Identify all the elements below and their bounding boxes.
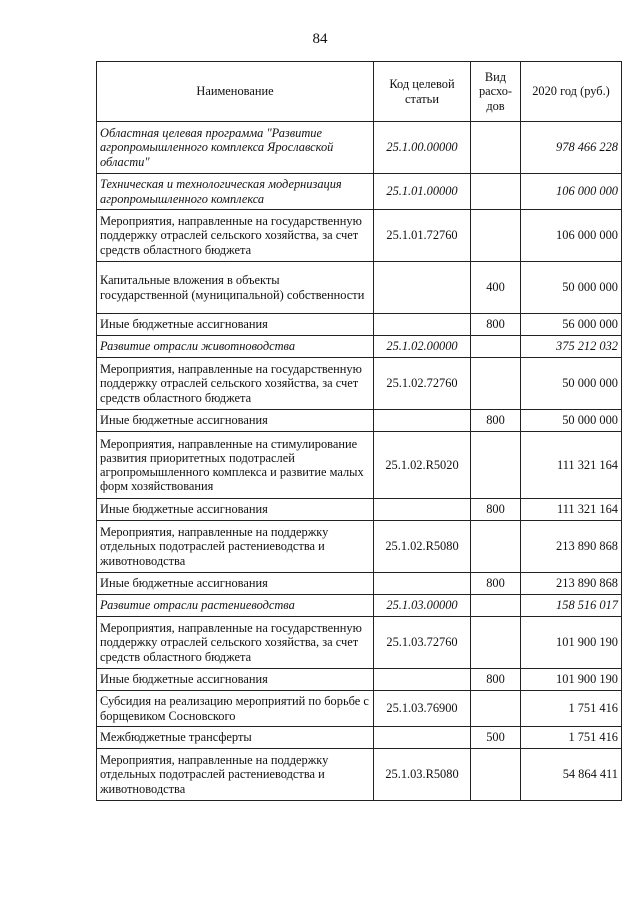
page-number: 84 (312, 31, 328, 47)
row-amount-cell: 101 900 190 (521, 617, 622, 669)
row-code-cell: 25.1.03.R5080 (374, 749, 471, 801)
table-row (97, 727, 622, 749)
table-row (97, 749, 622, 801)
table-row (97, 210, 622, 262)
table-row (97, 358, 622, 410)
row-amount-cell: 111 321 164 (521, 432, 622, 499)
row-amount-cell: 375 212 032 (521, 336, 622, 358)
row-kind-cell: 400 (471, 262, 521, 314)
row-amount-cell: 50 000 000 (521, 262, 622, 314)
budget-table (96, 61, 622, 801)
row-amount-cell: 1 751 416 (521, 727, 622, 749)
row-name-cell: Иные бюджетные ассигнования (97, 499, 374, 521)
table-row (97, 595, 622, 617)
table-row (97, 336, 622, 358)
row-kind-cell: 500 (471, 727, 521, 749)
row-kind-cell (471, 358, 521, 410)
row-name-cell: Мероприятия, направленные на государственную поддержку отраслей сельского хозяйства, за счет средств областного бюджета (97, 210, 374, 262)
row-kind-cell: 800 (471, 314, 521, 336)
row-kind-cell (471, 691, 521, 727)
table-row (97, 174, 622, 210)
row-code-cell: 25.1.02.72760 (374, 358, 471, 410)
row-amount-cell: 106 000 000 (521, 210, 622, 262)
row-name-cell: Мероприятия, направленные на поддержку отдельных подотраслей растениеводства и животноводства (97, 749, 374, 801)
table-row (97, 573, 622, 595)
row-amount-cell: 106 000 000 (521, 174, 622, 210)
row-code-cell: 25.1.03.76900 (374, 691, 471, 727)
header-amount: 2020 год (руб.) (521, 62, 622, 122)
table-row (97, 122, 622, 174)
table-row (97, 432, 622, 499)
row-name-cell: Субсидия на реализацию мероприятий по борьбе с борщевиком Сосновского (97, 691, 374, 727)
table-body (97, 122, 622, 801)
row-code-cell: 25.1.03.72760 (374, 617, 471, 669)
row-code-cell (374, 669, 471, 691)
row-code-cell (374, 262, 471, 314)
row-code-cell: 25.1.01.72760 (374, 210, 471, 262)
row-code-cell (374, 727, 471, 749)
row-name-cell: Мероприятия, направленные на поддержку отдельных подотраслей растениеводства и животноводства (97, 521, 374, 573)
row-code-cell (374, 314, 471, 336)
row-kind-cell: 800 (471, 669, 521, 691)
row-name-cell: Иные бюджетные ассигнования (97, 573, 374, 595)
row-name-cell: Иные бюджетные ассигнования (97, 410, 374, 432)
table-row (97, 669, 622, 691)
header-code: Код целевой статьи (374, 62, 471, 122)
row-name-cell: Областная целевая программа "Развитие агропромышленного комплекса Ярославской области" (97, 122, 374, 174)
row-amount-cell: 213 890 868 (521, 521, 622, 573)
row-kind-cell (471, 521, 521, 573)
row-amount-cell: 1 751 416 (521, 691, 622, 727)
row-amount-cell: 54 864 411 (521, 749, 622, 801)
row-name-cell: Капитальные вложения в объекты государственной (муниципальной) собственности (97, 262, 374, 314)
row-kind-cell (471, 174, 521, 210)
row-kind-cell: 800 (471, 573, 521, 595)
row-code-cell: 25.1.01.00000 (374, 174, 471, 210)
row-amount-cell: 978 466 228 (521, 122, 622, 174)
row-code-cell: 25.1.02.00000 (374, 336, 471, 358)
row-amount-cell: 213 890 868 (521, 573, 622, 595)
row-name-cell: Развитие отрасли животноводства (97, 336, 374, 358)
row-code-cell: 25.1.03.00000 (374, 595, 471, 617)
row-kind-cell: 800 (471, 410, 521, 432)
row-name-cell: Развитие отрасли растениеводства (97, 595, 374, 617)
row-name-cell: Мероприятия, направленные на государственную поддержку отраслей сельского хозяйства, за счет средств областного бюджета (97, 617, 374, 669)
row-code-cell: 25.1.02.R5020 (374, 432, 471, 499)
table-row (97, 521, 622, 573)
table-row (97, 262, 622, 314)
row-code-cell (374, 499, 471, 521)
row-kind-cell (471, 595, 521, 617)
row-name-cell: Мероприятия, направленные на стимулирование развития приоритетных подотраслей агропромышленного комплекса и развитие малых форм хозяйствования (97, 432, 374, 499)
row-amount-cell: 50 000 000 (521, 358, 622, 410)
row-amount-cell: 50 000 000 (521, 410, 622, 432)
table-row (97, 691, 622, 727)
row-kind-cell (471, 210, 521, 262)
row-code-cell: 25.1.02.R5080 (374, 521, 471, 573)
header-kind: Вид расхо-дов (471, 62, 521, 122)
row-name-cell: Межбюджетные трансферты (97, 727, 374, 749)
row-name-cell: Иные бюджетные ассигнования (97, 669, 374, 691)
row-name-cell: Техническая и технологическая модернизация агропромышленного комплекса (97, 174, 374, 210)
row-kind-cell (471, 617, 521, 669)
row-amount-cell: 111 321 164 (521, 499, 622, 521)
row-name-cell: Иные бюджетные ассигнования (97, 314, 374, 336)
row-code-cell (374, 410, 471, 432)
row-kind-cell (471, 749, 521, 801)
row-name-cell: Мероприятия, направленные на государственную поддержку отраслей сельского хозяйства, за счет средств областного бюджета (97, 358, 374, 410)
row-kind-cell: 800 (471, 499, 521, 521)
table-header-row (97, 62, 622, 122)
row-kind-cell (471, 122, 521, 174)
table-row (97, 499, 622, 521)
row-code-cell: 25.1.00.00000 (374, 122, 471, 174)
row-amount-cell: 158 516 017 (521, 595, 622, 617)
row-amount-cell: 56 000 000 (521, 314, 622, 336)
table-row (97, 314, 622, 336)
row-amount-cell: 101 900 190 (521, 669, 622, 691)
table-row (97, 410, 622, 432)
table-row (97, 617, 622, 669)
row-code-cell (374, 573, 471, 595)
row-kind-cell (471, 432, 521, 499)
row-kind-cell (471, 336, 521, 358)
header-name: Наименование (97, 62, 374, 122)
